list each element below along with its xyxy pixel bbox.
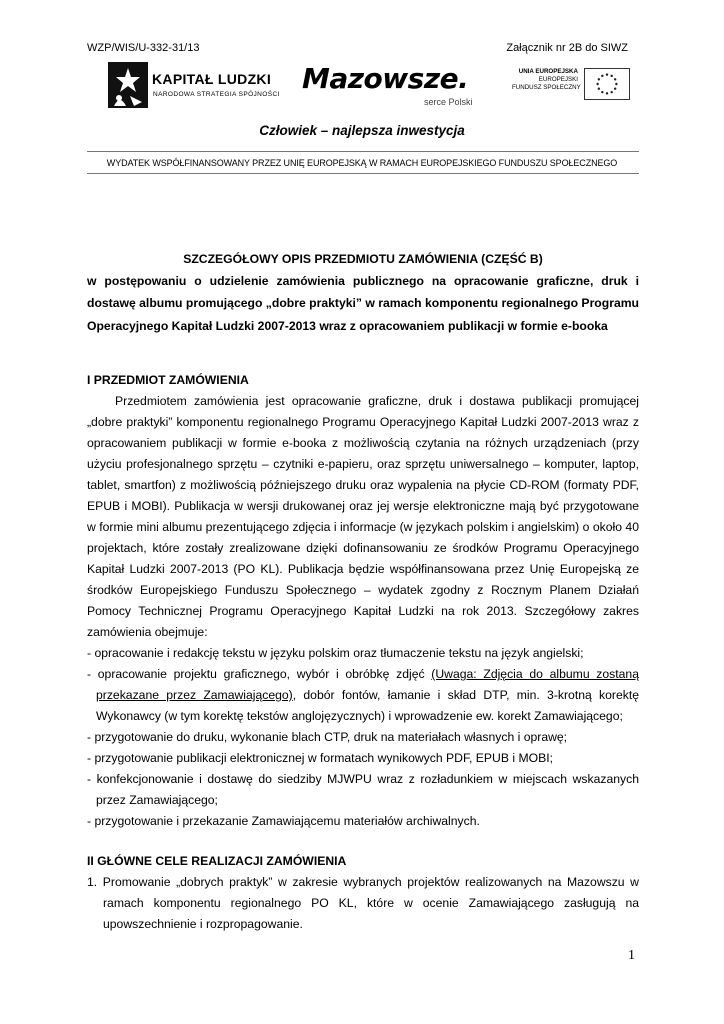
- scope-item: - opracowanie i redakcję tekstu w języku polskim oraz tłumaczenie tekstu na język angielski;: [87, 646, 584, 660]
- eu-line2: EUROPEJSKI: [538, 76, 578, 83]
- mazowsze-wordmark: Mazowsze.: [302, 62, 469, 95]
- cofinancing-note: WYDATEK WSPÓŁFINANSOWANY PRZEZ UNIĘ EUROPEJSKĄ W RAMACH EUROPEJSKIEGO FUNDUSZU SPOŁECZNEGO: [106, 158, 618, 168]
- kapital-ludzki-emblem-icon: [108, 62, 148, 108]
- scope-item: - przygotowanie i przekazanie Zamawiającemu materiałów archiwalnych.: [87, 814, 480, 828]
- eu-line3: FUNDUSZ SPOŁECZNY: [512, 84, 581, 91]
- section-1: [87, 370, 639, 832]
- eu-logo-text: [512, 68, 581, 92]
- divider: [87, 173, 639, 174]
- document-title-block: [87, 248, 639, 337]
- section-2: [87, 851, 639, 935]
- page-number: 1: [628, 948, 635, 963]
- scope-item: - przygotowanie do druku, wykonanie blach CTP, druk na materiałach własnych i oprawę;: [87, 730, 568, 744]
- eu-line1: UNIA EUROPEJSKA: [518, 68, 578, 75]
- kapital-ludzki-title: KAPITAŁ LUDZKI: [152, 71, 272, 87]
- kapital-ludzki-logo: [108, 62, 298, 110]
- section-2-heading: II GŁÓWNE CELE REALIZACJI ZAMÓWIENIA: [87, 854, 347, 868]
- mazowsze-logo: [302, 64, 482, 110]
- scope-item: - konfekcjonowanie i dostawę do siedziby MJWPU wraz z rozładunkiem w miejscach wskazanych przez Zamawiającego;: [87, 772, 639, 807]
- mazowsze-subtitle: serce Polski: [424, 97, 473, 107]
- section-1-heading: I PRZEDMIOT ZAMÓWIENIA: [87, 373, 249, 387]
- scope-item-text: - opracowanie projektu graficznego, wybór i obróbkę zdjęć: [87, 667, 432, 681]
- document-reference: WZP/WIS/U-332-31/13: [87, 42, 200, 54]
- divider: [87, 151, 639, 152]
- scope-item: - przygotowanie publikacji elektronicznej w formatach wynikowych PDF, EPUB i MOBI;: [87, 751, 554, 765]
- scope-item-text: , dobór fontów, łamanie i skład DTP, min. 3-krotną korektę Wykonawcy (w tym korektę tekstów anglojęzycznych) i wprowadzenie ew. korekt Zamawiającego;: [96, 688, 639, 723]
- document-subject: w postępowaniu o udzielenie zamówienia publicznego na opracowanie graficzne, druk i dostawę albumu promującego „dobre praktyki” w ramach komponentu regionalnego Programu Operacyjnego Kapitał Ludzki 2007-2013 wraz z opracowaniem publikacji w formie e-booka: [87, 274, 639, 333]
- section-1-paragraph: Przedmiotem zamówienia jest opracowanie graficzne, druk i dostawa publikacji promującej „dobre praktyki” komponentu regionalnego Programu Operacyjnego Kapitał Ludzki 2007-2013 wraz z opracowaniem publikacji w formie e-booka z możliwością czytania na różnych urządzeniach (przy użyciu profesjonalnego sprzętu – czytniki e-papieru, oraz sprzętu uniwersalnego – komputer, laptop, tablet, smartfon) z możliwością późniejszego druku oraz wypalenia na płycie CD-ROM (formaty PDF, EPUB i MOBI). Publikacja w wersji drukowanej oraz jej wersje elektroniczne mają być przygotowane w formie mini albumu prezentującego zdjęcia i informacje (w językach polskim i angielskim) o około 40 projektach, które zostały zrealizowane dzięki dofinansowaniu ze środków Programu Operacyjnego Kapitał Ludzki 2007-2013 (PO KL). Publikacja będzie współfinansowana przez Unię Europejską ze środków Europejskiego Funduszu Społecznego – wydatek zgodny z Rocznym Planem Działań Pomocy Technicznej Programu Operacyjnego Kapitał Ludzki na rok 2013. Szczegółowy zakres zamówienia obejmuje:: [87, 394, 639, 639]
- eu-flag-icon: [584, 68, 630, 100]
- slogan: Człowiek – najlepsza inwestycja: [259, 123, 465, 138]
- goal-item: 1. Promowanie „dobrych praktyk” w zakresie wybranych projektów realizowanych na Mazowszu w ramach komponentu regionalnego PO KL, które w ocenie Zamawiającego zasługują na upowszechnienie i rozpropagowanie.: [87, 875, 639, 931]
- photos-note: (Uwaga: Zdjęcia do albumu zostaną przekazane przez Zamawiającego): [96, 667, 639, 702]
- scope-item-graphic-design: [87, 664, 639, 727]
- kapital-ludzki-subtitle: NARODOWA STRATEGIA SPÓJNOŚCI: [153, 91, 280, 98]
- eu-logo: [512, 68, 632, 108]
- attachment-label: Załącznik nr 2B do SIWZ: [506, 42, 628, 54]
- document-title: SZCZEGÓŁOWY OPIS PRZEDMIOTU ZAMÓWIENIA (CZĘŚĆ B): [183, 252, 543, 266]
